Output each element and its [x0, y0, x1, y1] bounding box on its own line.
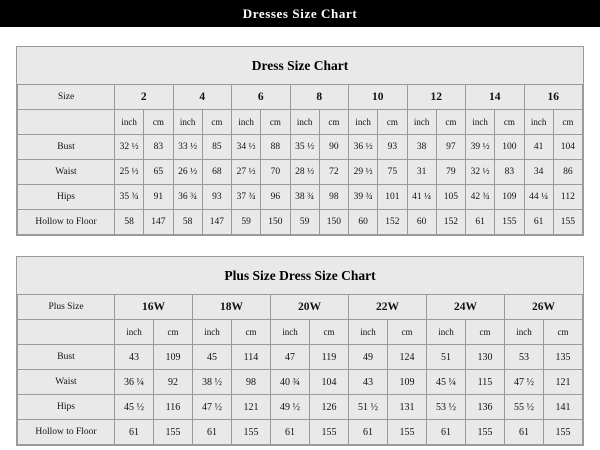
- dress-cell: 28 ½: [290, 160, 319, 185]
- plus-size-header-26W: 26W: [505, 295, 583, 320]
- plus-cell: 43: [349, 370, 388, 395]
- plus-unit-inch: inch: [193, 320, 232, 345]
- dress-cell: 100: [495, 135, 524, 160]
- dress-cell: 38: [407, 135, 436, 160]
- dress-size-header-14: 14: [466, 85, 525, 110]
- plus-unit-inch: inch: [505, 320, 544, 345]
- dress-cell: 72: [319, 160, 348, 185]
- dress-unit-inch: inch: [407, 110, 436, 135]
- plus-cell: 45: [193, 345, 232, 370]
- dress-row-label: Waist: [18, 160, 115, 185]
- dress-cell: 88: [261, 135, 290, 160]
- plus-cell: 155: [388, 420, 427, 445]
- dress-cell: 31: [407, 160, 436, 185]
- plus-cell: 47 ½: [193, 395, 232, 420]
- dress-unit-cm: cm: [202, 110, 231, 135]
- dress-cell: 79: [436, 160, 465, 185]
- dress-cell: 86: [553, 160, 582, 185]
- plus-cell: 40 ¾: [271, 370, 310, 395]
- dress-cell: 34: [524, 160, 553, 185]
- dress-size-label: Size: [18, 85, 115, 110]
- dress-unit-inch: inch: [173, 110, 202, 135]
- plus-cell: 135: [544, 345, 583, 370]
- dress-cell: 35 ½: [290, 135, 319, 160]
- dress-cell: 147: [202, 210, 231, 235]
- dress-cell: 155: [495, 210, 524, 235]
- plus-size-chart-block: [16, 256, 584, 446]
- plus-cell: 61: [505, 420, 544, 445]
- dress-cell: 60: [349, 210, 378, 235]
- dress-cell: 65: [144, 160, 173, 185]
- plus-cell: 124: [388, 345, 427, 370]
- dress-cell: 59: [290, 210, 319, 235]
- plus-unit-cm: cm: [388, 320, 427, 345]
- plus-cell: 119: [310, 345, 349, 370]
- plus-cell: 109: [154, 345, 193, 370]
- dress-unit-inch: inch: [290, 110, 319, 135]
- table-row: [18, 210, 583, 235]
- dress-cell: 98: [319, 185, 348, 210]
- dress-cell: 91: [144, 185, 173, 210]
- dress-unit-row-spacer: [18, 110, 115, 135]
- plus-row-label: Hips: [18, 395, 115, 420]
- dress-unit-cm: cm: [436, 110, 465, 135]
- dress-unit-inch: inch: [466, 110, 495, 135]
- dress-cell: 150: [261, 210, 290, 235]
- dress-cell: 147: [144, 210, 173, 235]
- dress-size-header-16: 16: [524, 85, 583, 110]
- chart-2-title: Plus Size Dress Size Chart: [17, 257, 583, 294]
- dress-cell: 34 ½: [232, 135, 261, 160]
- plus-cell: 121: [544, 370, 583, 395]
- plus-cell: 109: [388, 370, 427, 395]
- plus-size-header-20W: 20W: [271, 295, 349, 320]
- plus-cell: 115: [466, 370, 505, 395]
- plus-cell: 131: [388, 395, 427, 420]
- dress-cell: 59: [232, 210, 261, 235]
- dress-size-header-10: 10: [349, 85, 408, 110]
- page-banner: [0, 0, 600, 27]
- plus-cell: 47 ½: [505, 370, 544, 395]
- dress-cell: 109: [495, 185, 524, 210]
- plus-cell: 53 ½: [427, 395, 466, 420]
- dress-unit-inch: inch: [115, 110, 144, 135]
- plus-unit-inch: inch: [271, 320, 310, 345]
- plus-cell: 51: [427, 345, 466, 370]
- dress-cell: 97: [436, 135, 465, 160]
- plus-cell: 53: [505, 345, 544, 370]
- plus-row-label: Bust: [18, 345, 115, 370]
- table-row: [18, 135, 583, 160]
- dress-unit-inch: inch: [524, 110, 553, 135]
- dress-unit-inch: inch: [232, 110, 261, 135]
- plus-cell: 45 ½: [115, 395, 154, 420]
- table-row: [18, 185, 583, 210]
- plus-cell: 61: [115, 420, 154, 445]
- plus-size-table: [17, 294, 583, 445]
- plus-unit-cm: cm: [544, 320, 583, 345]
- dress-cell: 112: [553, 185, 582, 210]
- dress-cell: 44 ¼: [524, 185, 553, 210]
- plus-unit-row-spacer: [18, 320, 115, 345]
- table-row: [18, 345, 583, 370]
- plus-unit-row: [18, 320, 583, 345]
- plus-cell: 38 ½: [193, 370, 232, 395]
- dress-cell: 36 ¾: [173, 185, 202, 210]
- plus-cell: 155: [310, 420, 349, 445]
- plus-unit-inch: inch: [115, 320, 154, 345]
- table-row: [18, 160, 583, 185]
- dress-unit-cm: cm: [378, 110, 407, 135]
- plus-cell: 61: [349, 420, 388, 445]
- dress-cell: 152: [436, 210, 465, 235]
- plus-cell: 36 ¼: [115, 370, 154, 395]
- dress-cell: 58: [115, 210, 144, 235]
- dress-cell: 32 ½: [115, 135, 144, 160]
- plus-unit-cm: cm: [232, 320, 271, 345]
- dress-row-label: Hollow to Floor: [18, 210, 115, 235]
- plus-cell: 45 ¼: [427, 370, 466, 395]
- dress-cell: 85: [202, 135, 231, 160]
- dress-size-header-row: [18, 85, 583, 110]
- plus-cell: 141: [544, 395, 583, 420]
- table-row: [18, 370, 583, 395]
- plus-size-label: Plus Size: [18, 295, 115, 320]
- chart-1-title: Dress Size Chart: [17, 47, 583, 84]
- plus-size-header-row: [18, 295, 583, 320]
- plus-cell: 49 ½: [271, 395, 310, 420]
- plus-cell: 98: [232, 370, 271, 395]
- dress-unit-cm: cm: [144, 110, 173, 135]
- dress-cell: 41: [524, 135, 553, 160]
- dress-cell: 36 ½: [349, 135, 378, 160]
- dress-size-table: [17, 84, 583, 235]
- plus-unit-cm: cm: [154, 320, 193, 345]
- plus-cell: 155: [544, 420, 583, 445]
- dress-cell: 25 ½: [115, 160, 144, 185]
- dress-cell: 38 ¾: [290, 185, 319, 210]
- dress-cell: 152: [378, 210, 407, 235]
- plus-cell: 155: [154, 420, 193, 445]
- dress-cell: 60: [407, 210, 436, 235]
- table-row: [18, 395, 583, 420]
- dress-cell: 105: [436, 185, 465, 210]
- dress-cell: 27 ½: [232, 160, 261, 185]
- dress-cell: 75: [378, 160, 407, 185]
- dress-size-header-6: 6: [232, 85, 291, 110]
- plus-cell: 49: [349, 345, 388, 370]
- dress-unit-inch: inch: [349, 110, 378, 135]
- dress-cell: 68: [202, 160, 231, 185]
- dress-unit-row: [18, 110, 583, 135]
- plus-cell: 121: [232, 395, 271, 420]
- dress-cell: 37 ¾: [232, 185, 261, 210]
- dress-cell: 96: [261, 185, 290, 210]
- dress-size-header-12: 12: [407, 85, 466, 110]
- plus-unit-inch: inch: [427, 320, 466, 345]
- dress-cell: 33 ½: [173, 135, 202, 160]
- plus-cell: 136: [466, 395, 505, 420]
- plus-row-label: Waist: [18, 370, 115, 395]
- dress-cell: 101: [378, 185, 407, 210]
- plus-cell: 55 ½: [505, 395, 544, 420]
- plus-unit-cm: cm: [310, 320, 349, 345]
- table-row: [18, 420, 583, 445]
- plus-unit-inch: inch: [349, 320, 388, 345]
- plus-cell: 116: [154, 395, 193, 420]
- plus-size-header-24W: 24W: [427, 295, 505, 320]
- plus-cell: 61: [427, 420, 466, 445]
- dress-cell: 150: [319, 210, 348, 235]
- plus-cell: 47: [271, 345, 310, 370]
- dress-row-label: Hips: [18, 185, 115, 210]
- dress-cell: 61: [524, 210, 553, 235]
- dress-cell: 83: [144, 135, 173, 160]
- plus-cell: 43: [115, 345, 154, 370]
- dress-cell: 83: [495, 160, 524, 185]
- plus-size-header-16W: 16W: [115, 295, 193, 320]
- dress-cell: 41 ¼: [407, 185, 436, 210]
- dress-cell: 90: [319, 135, 348, 160]
- dress-cell: 70: [261, 160, 290, 185]
- dress-cell: 93: [378, 135, 407, 160]
- plus-cell: 155: [232, 420, 271, 445]
- plus-cell: 114: [232, 345, 271, 370]
- dress-cell: 61: [466, 210, 495, 235]
- dress-cell: 93: [202, 185, 231, 210]
- plus-cell: 126: [310, 395, 349, 420]
- dress-cell: 39 ¾: [349, 185, 378, 210]
- plus-cell: 61: [193, 420, 232, 445]
- dress-size-header-8: 8: [290, 85, 349, 110]
- plus-unit-cm: cm: [466, 320, 505, 345]
- plus-cell: 61: [271, 420, 310, 445]
- dress-cell: 26 ½: [173, 160, 202, 185]
- dress-size-header-2: 2: [115, 85, 174, 110]
- dress-cell: 155: [553, 210, 582, 235]
- dress-size-chart-block: [16, 46, 584, 236]
- dress-cell: 39 ½: [466, 135, 495, 160]
- plus-cell: 51 ½: [349, 395, 388, 420]
- dress-unit-cm: cm: [261, 110, 290, 135]
- plus-cell: 104: [310, 370, 349, 395]
- plus-cell: 92: [154, 370, 193, 395]
- plus-size-header-18W: 18W: [193, 295, 271, 320]
- dress-row-label: Bust: [18, 135, 115, 160]
- plus-size-header-22W: 22W: [349, 295, 427, 320]
- plus-cell: 130: [466, 345, 505, 370]
- page-title: Dresses Size Chart: [242, 5, 358, 21]
- dress-unit-cm: cm: [495, 110, 524, 135]
- plus-cell: 155: [466, 420, 505, 445]
- dress-cell: 104: [553, 135, 582, 160]
- dress-cell: 35 ¾: [115, 185, 144, 210]
- dress-cell: 58: [173, 210, 202, 235]
- plus-row-label: Hollow to Floor: [18, 420, 115, 445]
- dress-cell: 29 ½: [349, 160, 378, 185]
- dress-cell: 42 ¾: [466, 185, 495, 210]
- dress-unit-cm: cm: [553, 110, 582, 135]
- dress-unit-cm: cm: [319, 110, 348, 135]
- dress-cell: 32 ½: [466, 160, 495, 185]
- dress-size-header-4: 4: [173, 85, 232, 110]
